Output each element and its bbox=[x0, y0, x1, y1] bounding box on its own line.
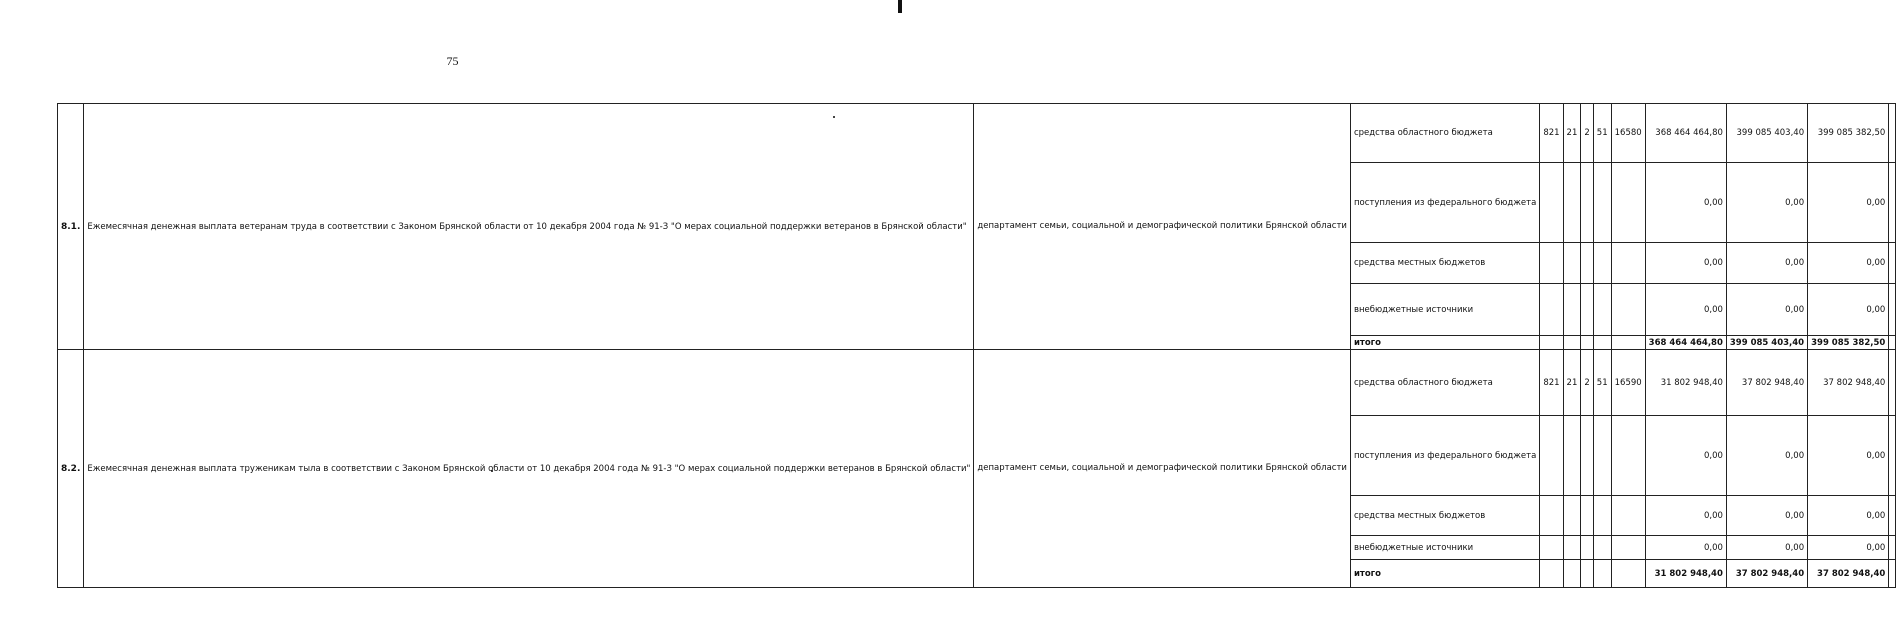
funding-source: внебюджетные источники bbox=[1350, 284, 1539, 336]
total-label: итого bbox=[1350, 560, 1539, 588]
amount-year-1: 0,00 bbox=[1645, 536, 1726, 560]
amount-year-1: 31 802 948,40 bbox=[1645, 350, 1726, 416]
amount-year-2: 37 802 948,40 bbox=[1726, 350, 1807, 416]
code-vr: 16590 bbox=[1611, 350, 1645, 416]
amount-year-2: 0,00 bbox=[1726, 416, 1807, 496]
total-year-1: 31 802 948,40 bbox=[1645, 560, 1726, 588]
total-year-2: 399 085 403,40 bbox=[1726, 336, 1807, 350]
amount-year-3: 0,00 bbox=[1808, 496, 1889, 536]
amount-year-1: 0,00 bbox=[1645, 496, 1726, 536]
amount-year-1: 0,00 bbox=[1645, 416, 1726, 496]
table-row bbox=[58, 350, 1896, 416]
empty-cell bbox=[1889, 163, 1896, 243]
empty-cell bbox=[1889, 560, 1896, 588]
page-number: 75 bbox=[446, 54, 459, 68]
funding-source: поступления из федерального бюджета bbox=[1350, 416, 1539, 496]
amount-year-2: 0,00 bbox=[1726, 163, 1807, 243]
amount-year-2: 0,00 bbox=[1726, 536, 1807, 560]
row-number: 8.1. bbox=[58, 104, 84, 350]
budget-table bbox=[57, 103, 1896, 588]
empty-cell bbox=[1889, 243, 1896, 284]
amount-year-3: 0,00 bbox=[1808, 536, 1889, 560]
row-number: 8.2. bbox=[58, 350, 84, 588]
table-row bbox=[58, 104, 1896, 163]
amount-year-2: 0,00 bbox=[1726, 284, 1807, 336]
amount-year-3: 0,00 bbox=[1808, 284, 1889, 336]
amount-year-1: 0,00 bbox=[1645, 163, 1726, 243]
empty-cell bbox=[1889, 496, 1896, 536]
funding-source: средства местных бюджетов bbox=[1350, 496, 1539, 536]
empty-cell bbox=[1889, 284, 1896, 336]
empty-cell bbox=[1889, 336, 1896, 350]
responsible-department: департамент семьи, социальной и демографической политики Брянской области bbox=[974, 104, 1351, 350]
empty-cell bbox=[1889, 536, 1896, 560]
amount-year-3: 37 802 948,40 bbox=[1808, 350, 1889, 416]
measure-description: Ежемесячная денежная выплата труженикам тыла в соответствии с Законом Брянской области от 10 декабря 2004 года № 91-З "О мерах социальной поддержки ветеранов в Брянской области" bbox=[84, 350, 974, 588]
code-pr: 2 bbox=[1581, 104, 1593, 163]
code-vr: 16580 bbox=[1611, 104, 1645, 163]
total-year-2: 37 802 948,40 bbox=[1726, 560, 1807, 588]
code-gr: 821 bbox=[1540, 350, 1563, 416]
amount-year-3: 0,00 bbox=[1808, 416, 1889, 496]
empty-cell bbox=[1889, 350, 1896, 416]
funding-source: средства областного бюджета bbox=[1350, 350, 1539, 416]
code-cs: 51 bbox=[1593, 104, 1611, 163]
funding-source: средства местных бюджетов bbox=[1350, 243, 1539, 284]
code-rz: 21 bbox=[1563, 104, 1581, 163]
total-label: итого bbox=[1350, 336, 1539, 350]
code-gr: 821 bbox=[1540, 104, 1563, 163]
code-pr: 2 bbox=[1581, 350, 1593, 416]
amount-year-3: 0,00 bbox=[1808, 243, 1889, 284]
funding-source: поступления из федерального бюджета bbox=[1350, 163, 1539, 243]
amount-year-1: 0,00 bbox=[1645, 284, 1726, 336]
amount-year-2: 0,00 bbox=[1726, 243, 1807, 284]
scan-edge-mark bbox=[898, 0, 902, 13]
code-cs: 51 bbox=[1593, 350, 1611, 416]
total-year-3: 399 085 382,50 bbox=[1808, 336, 1889, 350]
empty-cell bbox=[1889, 416, 1896, 496]
code-rz: 21 bbox=[1563, 350, 1581, 416]
amount-year-3: 399 085 382,50 bbox=[1808, 104, 1889, 163]
responsible-department: департамент семьи, социальной и демографической политики Брянской области bbox=[974, 350, 1351, 588]
amount-year-1: 368 464 464,80 bbox=[1645, 104, 1726, 163]
total-year-3: 37 802 948,40 bbox=[1808, 560, 1889, 588]
total-year-1: 368 464 464,80 bbox=[1645, 336, 1726, 350]
funding-source: внебюджетные источники bbox=[1350, 536, 1539, 560]
funding-source: средства областного бюджета bbox=[1350, 104, 1539, 163]
measure-description: Ежемесячная денежная выплата ветеранам труда в соответствии с Законом Брянской области от 10 декабря 2004 года № 91-З "О мерах социальной поддержки ветеранов в Брянской области" bbox=[84, 104, 974, 350]
amount-year-2: 0,00 bbox=[1726, 496, 1807, 536]
amount-year-2: 399 085 403,40 bbox=[1726, 104, 1807, 163]
amount-year-3: 0,00 bbox=[1808, 163, 1889, 243]
empty-cell bbox=[1889, 104, 1896, 163]
amount-year-1: 0,00 bbox=[1645, 243, 1726, 284]
